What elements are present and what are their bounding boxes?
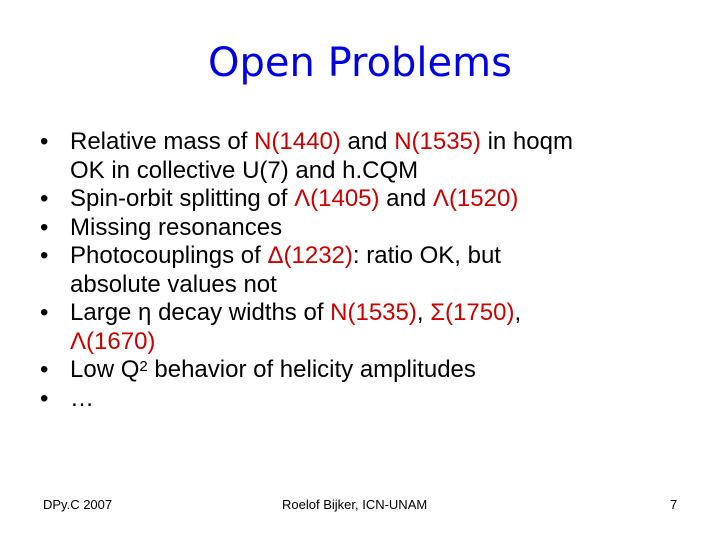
bullet-text: Large η decay widths of	[70, 299, 331, 326]
particle-label: Σ(1750)	[430, 299, 515, 326]
bullet-icon: •	[40, 185, 49, 212]
bullet-item	[40, 385, 700, 414]
bullet-text: Low Q	[70, 356, 140, 383]
bullet-text: in hoqm	[480, 128, 573, 155]
slide-title: Open Problems	[208, 40, 512, 86]
bullet-text: Spin-orbit splitting of	[70, 185, 295, 212]
particle-label: Λ(1405)	[294, 185, 380, 212]
bullet-text: and	[379, 185, 433, 212]
bullet-icon: •	[40, 384, 49, 412]
bullet-item	[40, 185, 700, 214]
bullet-text: ,	[416, 299, 431, 326]
bullet-icon: •	[40, 356, 49, 383]
bullet-text: Missing resonances	[70, 213, 283, 241]
particle-label: Λ(1670)	[70, 327, 156, 355]
bullet-item	[40, 242, 700, 299]
particle-label: N(1535)	[394, 128, 481, 155]
bullet-list	[40, 128, 700, 413]
bullet-text: behavior of helicity amplitudes	[147, 356, 476, 383]
bullet-text-continued: absolute values not	[70, 270, 277, 298]
bullet-text: ,	[514, 299, 522, 326]
superscript: 2	[139, 358, 148, 375]
bullet-item	[40, 214, 700, 243]
particle-label: N(1440)	[254, 128, 341, 155]
bullet-item	[40, 299, 700, 356]
bullet-text: : ratio OK, but	[352, 242, 501, 269]
bullet-item	[40, 128, 700, 185]
bullet-text: Relative mass of	[70, 128, 255, 155]
particle-label: Δ(1232)	[267, 242, 353, 269]
particle-label: Λ(1520)	[432, 185, 519, 212]
footer-author: Roelof Bijker, ICN-UNAM	[282, 497, 428, 512]
bullet-item	[40, 356, 700, 385]
bullet-icon: •	[40, 213, 49, 241]
page-number: 7	[670, 497, 678, 512]
bullet-text: and	[340, 128, 395, 155]
bullet-icon: •	[40, 299, 49, 326]
footer-conference: DPy.C 2007	[43, 497, 113, 512]
bullet-text: Photocouplings of	[70, 242, 268, 269]
bullet-icon: •	[40, 128, 49, 155]
bullet-text-continued: OK in collective U(7) and h.CQM	[70, 156, 419, 184]
particle-label: N(1535)	[330, 299, 417, 326]
bullet-text: …	[70, 384, 94, 412]
bullet-icon: •	[40, 242, 49, 269]
